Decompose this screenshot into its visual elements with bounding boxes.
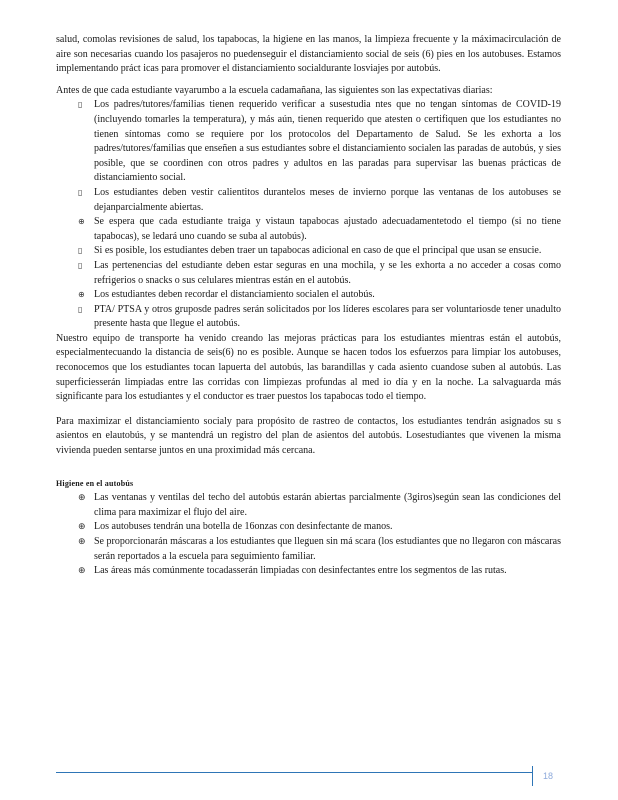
list-item: ⊕ Los estudiantes deben recordar el distanciamiento socialen el autobús. [78, 288, 561, 303]
bullet-icon: ⊕ [78, 566, 86, 577]
intro-paragraph: salud, comolas revisiones de salud, los tapabocas, la higiene en las manos, la limpieza frecuente y la máximacirculación de aire son necesarias cuando los pasajeros no puedenseguir el distanciamiento social de seis (6) pies en los autobuses. Estamos implementando práct icas para promover el distanciamiento socialdurante losviajes por autobús. [56, 34, 561, 75]
transport-paragraph: Nuestro equipo de transporte ha venido creando las mejoras prácticas para los estudiantes mientras están el autobús, especialmentecuando la distancia de seis(6) no es posible. Aunque se hacen todos los esfuerzos para limpiar los autobuses, reconocemos que los estudiantes tocan lapuerta del autobús, las barandillas y cada asiento cuandose suben al autobús. Las superficiesserán limpiadas entre las corridas con limpiezas profundas al med io día y en la noche. La salvaguarda más significante para los estudiantes y el conductor es traer puestos los tapabocas todo el tiempo. [56, 332, 561, 403]
bullet-icon: ▯ [78, 246, 83, 256]
bullet-icon: ⊕ [78, 217, 85, 227]
expectations-intro: Antes de que cada estudiante vayarumbo a la escuela cadamañana, las siguientes son las expectativas diarias: [56, 84, 493, 96]
page-number: 18 [532, 766, 563, 786]
hygiene-heading: Higiene en el autobús [56, 478, 134, 488]
bullet-icon: ▯ [78, 304, 83, 314]
hygiene-list [56, 491, 561, 579]
list-item: ▯ PTA/ PTSA y otros gruposde padres serán solicitados por los líderes escolares para ser voluntariosde tener unadulto presente hasta que llegue el autobús. [78, 303, 561, 330]
list-item: ⊕ Se espera que cada estudiante traiga y vistaun tapabocas ajustado adecuadamentetodo el tiempo (si no tiene tapabocas), se ledará uno cuando se suba al autobús). [78, 216, 561, 242]
list-item: ⊕ Los autobuses tendrán una botella de 16onzas con desinfectante de manos. [78, 520, 561, 535]
bullet-icon: ▯ [78, 187, 83, 197]
expectations-list [56, 98, 561, 332]
list-item: ⊕ Las áreas más comúnmente tocadasserán limpiadas con desinfectantes entre los segmentos de las rutas. [78, 564, 561, 579]
bullet-icon: ⊕ [78, 522, 86, 533]
bullet-icon: ⊕ [78, 493, 86, 504]
bullet-icon: ⊕ [78, 290, 85, 300]
list-item: ▯ Los padres/tutores/familias tienen requerido verificar a susestudia ntes que no tengan síntomas de COVID-19 (incluyendo tomarles la temperatura), y más aún, tienen requerido que atesten o certifiquen que los estudiantes no tienen síntomas como se requiere por los protocolos del Departamento de Salud. Se les exhorta a los padres/tutores/familias que enseñen a sus estudiantes sobre el distanciamiento socialen las paradas de autobús, y sies posible, que se coordinen con otros padres y adultos en las paradas para supervisar las buenas prácticas de distanciamiento social. [78, 99, 561, 184]
list-item: ▯ Las pertenencias del estudiante deben estar seguras en una mochila, y se les exhorta a no acceder a cosas como refrigerios o snacks o sus celulares mientras están en el autobús. [78, 259, 561, 286]
list-item: ⊕ Las ventanas y ventilas del techo del autobús estarán abiertas parcialmente (3giros)según sean las condiciones del clima para maximizar el flujo del aire. [78, 492, 561, 518]
list-item: ⊕ Se proporcionarán máscaras a los estudiantes que lleguen sin má scara (los estudiantes que no llegaron con máscaras serán reportados a la escuela para seguimiento familiar. [78, 536, 561, 562]
bullet-icon: ⊕ [78, 537, 86, 547]
bullet-icon: ▯ [78, 260, 83, 270]
seating-paragraph: Para maximizar el distanciamiento socialy para propósito de rastreo de contactos, los estudiantes tendrán asignados su s asientos en elautobús, y se mantendrá un registro del plan de asientos del autobús. Losestudiantes que vivenen la misma vivienda pueden sentarse juntos en una proximidad más cercana. [56, 415, 561, 457]
list-item: ▯ Si es posible, los estudiantes deben traer un tapabocas adicional en caso de que el principal que usan se ensucie. [78, 244, 561, 259]
document-page [56, 33, 561, 579]
bullet-icon: ▯ [78, 100, 83, 110]
footer-divider [56, 772, 561, 773]
list-item: ▯ Los estudiantes deben vestir calientitos durantelos meses de invierno porque las ventanas de los autobuses se dejanparcialmente abiertas. [78, 186, 561, 213]
